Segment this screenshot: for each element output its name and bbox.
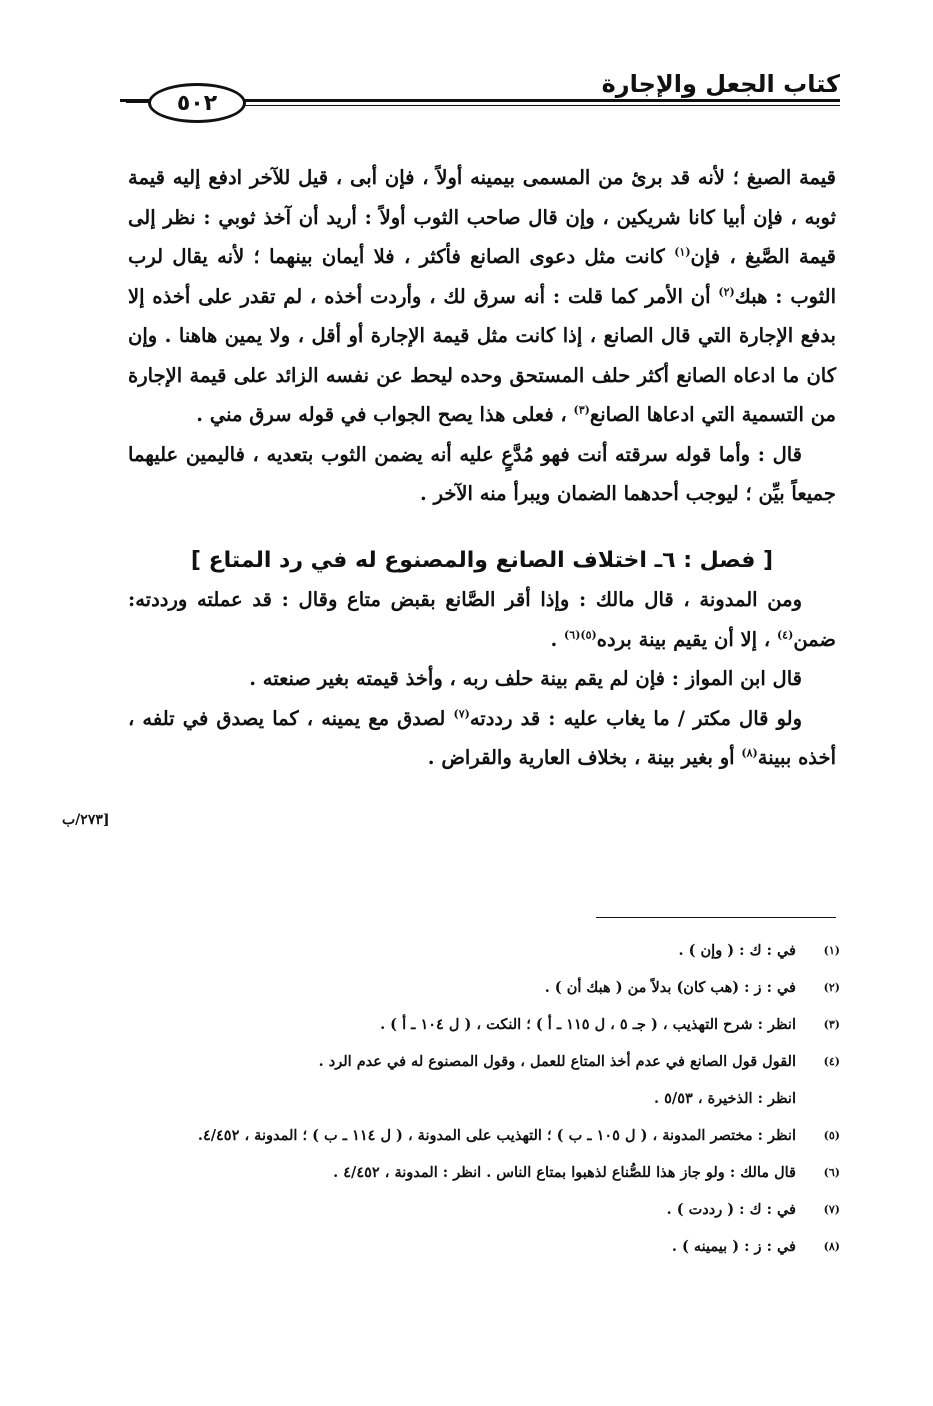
footnote-number: (٥) xyxy=(823,1129,840,1142)
footnote-text: قال مالك : ولو جاز هذا للصُّناع لذهبوا بمتاع الناس . انظر : المدونة ، ٤/٤٥٢ . xyxy=(333,1164,796,1181)
footnote xyxy=(120,1049,840,1086)
footnote-ref: (١) xyxy=(674,245,691,259)
footnote-text: انظر : شرح التهذيب ، ( جـ ٥ ، ل ١١٥ ـ أ ) ؛ النكت ، ( ل ١٠٤ ـ أ ) . xyxy=(380,1016,796,1033)
footnote-ref: (٨) xyxy=(741,746,758,760)
page-number: ٥٠٢ xyxy=(148,83,246,123)
text-run: ومن المدونة ، قال مالك : وإذا أقر الصَّانع بقبض متاع وقال : قد عملته ورددته: ضمن xyxy=(128,588,836,651)
footnote-ref: (٧) xyxy=(453,707,470,720)
footnote-number: (٨) xyxy=(823,1240,840,1253)
paragraph xyxy=(128,699,836,778)
footnote xyxy=(120,1012,840,1049)
footnote-number: (٧) xyxy=(823,1203,840,1216)
footnote-ref: (٥)(٦) xyxy=(564,628,597,641)
text-run: أو بغير بينة ، بخلاف العارية والقراض . xyxy=(427,746,742,769)
book-title: كتاب الجعل والإجارة xyxy=(594,70,840,98)
footnote-number: (٣) xyxy=(823,1018,840,1031)
footnotes xyxy=(120,938,840,1271)
footnote-ref: (٣) xyxy=(573,403,590,417)
text-run: ، إلا أن يقيم بينة برده xyxy=(596,627,777,651)
footnote xyxy=(120,1123,840,1160)
paragraph xyxy=(128,158,836,435)
header-ornament xyxy=(126,100,150,103)
footnote-text: في : ز : ( بيمينه ) . xyxy=(671,1238,796,1255)
footnote-ref: (٢) xyxy=(718,285,735,298)
paragraph: قال ابن المواز : فإن لم يقم بينة حلف ربه ، وأخذ قيمته بغير صنعته . xyxy=(249,667,802,690)
text-run: لصدق مع يمينه ، كما يصدق في تلفه ، أخذه ببينة xyxy=(128,706,836,769)
footnote-text: في : ك : ( رددت ) . xyxy=(666,1201,796,1218)
page-header xyxy=(120,70,840,120)
footnote-number: (٦) xyxy=(823,1166,840,1179)
footnote xyxy=(120,975,840,1012)
text-run: . xyxy=(550,627,565,651)
header-rule-thin xyxy=(240,105,840,106)
text-run: كانت مثل دعوى الصانع فأكثر ، فلا أيمان بينهما ؛ لأنه يقال لرب الثوب : هبك xyxy=(128,245,836,308)
footnote xyxy=(120,1160,840,1197)
paragraph xyxy=(128,580,836,659)
main-text xyxy=(128,158,836,778)
footnote-continuation: انظر : الذخيرة ، ٥/٥٣ . xyxy=(654,1090,796,1107)
footnote-text: في : ز : (هب كان) بدلاً من ( هبك أن ) . xyxy=(544,979,796,996)
footnote-text: في : ك : ( وإن ) . xyxy=(678,942,796,959)
footnote-text: انظر : مختصر المدونة ، ( ل ١٠٥ ـ ب ) ؛ التهذيب على المدونة ، ( ل ١١٤ ـ ب ) ؛ المدونة ، ٤/٤٥٢. xyxy=(197,1127,796,1144)
section-heading: [ فصل : ٦ـ اختلاف الصانع والمصنوع له في رد المتاع ] xyxy=(190,547,774,573)
footnote-number: (٤) xyxy=(823,1055,840,1068)
text-run: ولو قال مكتر / ما يغاب عليه : قد رددته xyxy=(469,706,802,730)
footnote-text: القول قول الصانع في عدم أخذ المتاع للعمل ، وقول المصنوع له في عدم الرد . xyxy=(318,1053,796,1070)
footnote-ref: (٤) xyxy=(776,628,794,641)
footnote-separator xyxy=(596,917,836,918)
paragraph: قال : وأما قوله سرقته أنت فهو مُدَّعٍ عليه أنه يضمن الثوب بتعديه ، فاليمين عليهما جميعاً بيِّن ؛ ليوجب أحدهما الضمان ويبرأ منه الآخر . xyxy=(128,442,836,505)
text-run: قيمة الصبغ ؛ لأنه قد برئ من المسمى بيمينه أولاً ، فإن أبى ، قيل للآخر ادفع إليه قيمة ثوبه ، فإن أبيا كانا شريكين ، وإن قال صاحب الثوب أولاً : أريد أن آخذ ثوبي : نظر إلى قيمة الصَّبغ ، فإن xyxy=(128,166,836,268)
footnote xyxy=(120,1197,840,1234)
footnote-number: (٢) xyxy=(823,981,840,994)
footnote xyxy=(120,938,840,975)
text-run: أن الأمر كما قلت : أنه سرق لك ، وأردت أخذه ، لم تقدر على أخذه إلا بدفع الإجارة التي قال الصانع ، إذا كانت مثل قيمة الإجارة أو أقل ، ولا يمين هاهنا . وإن كان ما ادعاه الصانع أكثر حلف المستحق وحده ليحط عن نفسه الزائد على قيمة الإجارة من التسمية التي ادعاها الصانع xyxy=(128,284,836,426)
footnote xyxy=(120,1234,840,1271)
footnote-number: (١) xyxy=(823,944,840,957)
manuscript-folio-note: [٢٧٣/ب xyxy=(62,812,110,828)
text-run: ، فعلى هذا يصح الجواب في قوله سرق مني . xyxy=(196,403,574,426)
